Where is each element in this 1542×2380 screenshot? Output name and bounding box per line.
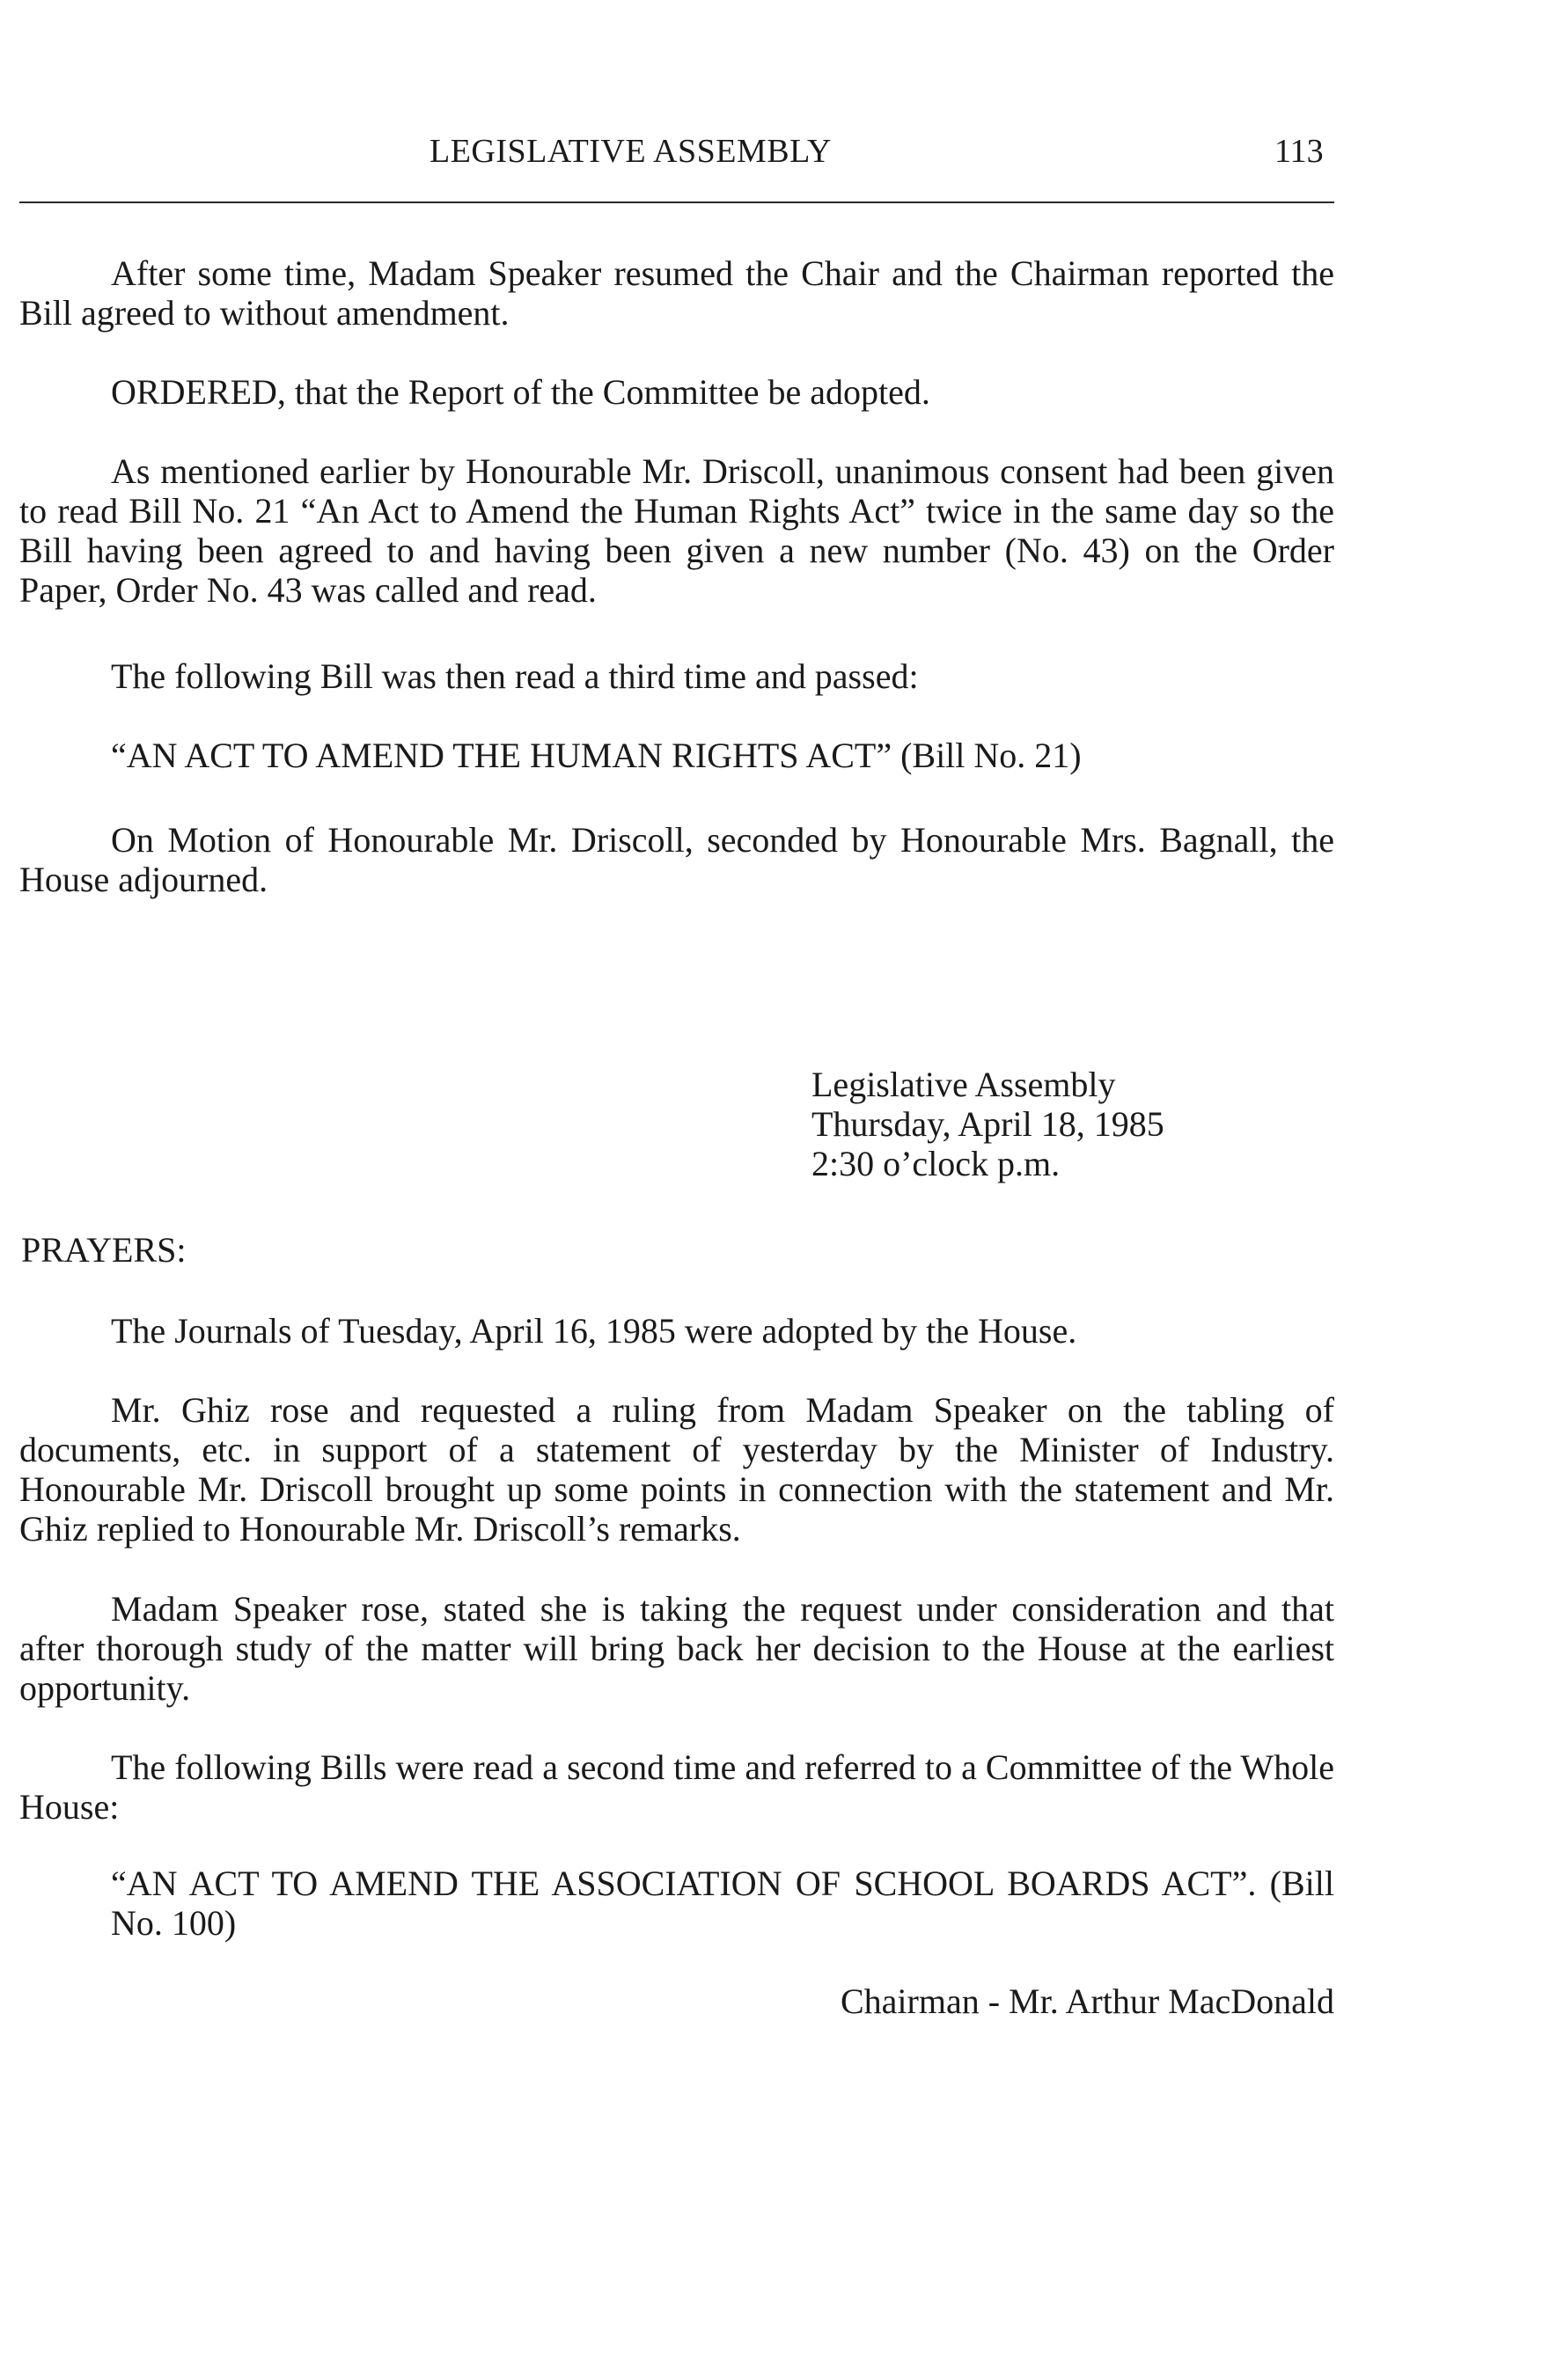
committee-chairman: Chairman - Mr. Arthur MacDonald bbox=[841, 1981, 1334, 2021]
running-header-title: LEGISLATIVE ASSEMBLY bbox=[430, 133, 832, 170]
bill-title-human-rights: “AN ACT TO AMEND THE HUMAN RIGHTS ACT” (Bill No. 21) bbox=[111, 736, 1082, 775]
bill-title-school-boards: “AN ACT TO AMEND THE ASSOCIATION OF SCHOOL BOARDS ACT”. (Bill No. 100) bbox=[111, 1864, 1334, 1943]
paragraph-journals-adopted: The Journals of Tuesday, April 16, 1985 were adopted by the House. bbox=[111, 1311, 1077, 1351]
paragraph-ruling-request: Mr. Ghiz rose and requested a ruling from Madam Speaker on the tabling of documents, etc. in support of a statement of yesterday by the Minister of Industry. Honourable Mr. Driscoll brought up some points in connection with the statement and Mr. Ghiz replied to Honourable Mr. Driscoll’s remarks. bbox=[19, 1390, 1334, 1549]
sitting-time: 2:30 o’clock p.m. bbox=[811, 1144, 1061, 1183]
paragraph-unanimous-consent: As mentioned earlier by Honourable Mr. Driscoll, unanimous consent had been given to read Bill No. 21 “An Act to Amend the Human Rights Act” twice in the same day so the Bill having been agreed to and having been given a new number (No. 43) on the Order Paper, Order No. 43 was called and read. bbox=[19, 451, 1334, 610]
paragraph-third-reading: The following Bill was then read a third time and passed: bbox=[111, 656, 919, 696]
paragraph-ordered: ORDERED, that the Report of the Committee be adopted. bbox=[111, 372, 930, 412]
page-number: 113 bbox=[1274, 133, 1324, 170]
paragraph-adjournment: On Motion of Honourable Mr. Driscoll, seconded by Honourable Mrs. Bagnall, the House adjourned. bbox=[19, 820, 1334, 899]
paragraph-speaker-decision: Madam Speaker rose, stated she is taking the request under consideration and that after thorough study of the matter will bring back her decision to the House at the earliest opportunity. bbox=[19, 1589, 1334, 1708]
header-rule bbox=[19, 201, 1334, 203]
sitting-details bbox=[811, 1065, 1164, 1183]
prayers-heading: PRAYERS: bbox=[21, 1230, 187, 1270]
paragraph-committee-report: After some time, Madam Speaker resumed the Chair and the Chairman reported the Bill agreed to without amendment. bbox=[19, 253, 1334, 333]
sitting-body: Legislative Assembly bbox=[811, 1065, 1116, 1104]
paragraph-second-reading: The following Bills were read a second time and referred to a Committee of the Whole House: bbox=[19, 1747, 1334, 1827]
sitting-date: Thursday, April 18, 1985 bbox=[811, 1104, 1164, 1144]
